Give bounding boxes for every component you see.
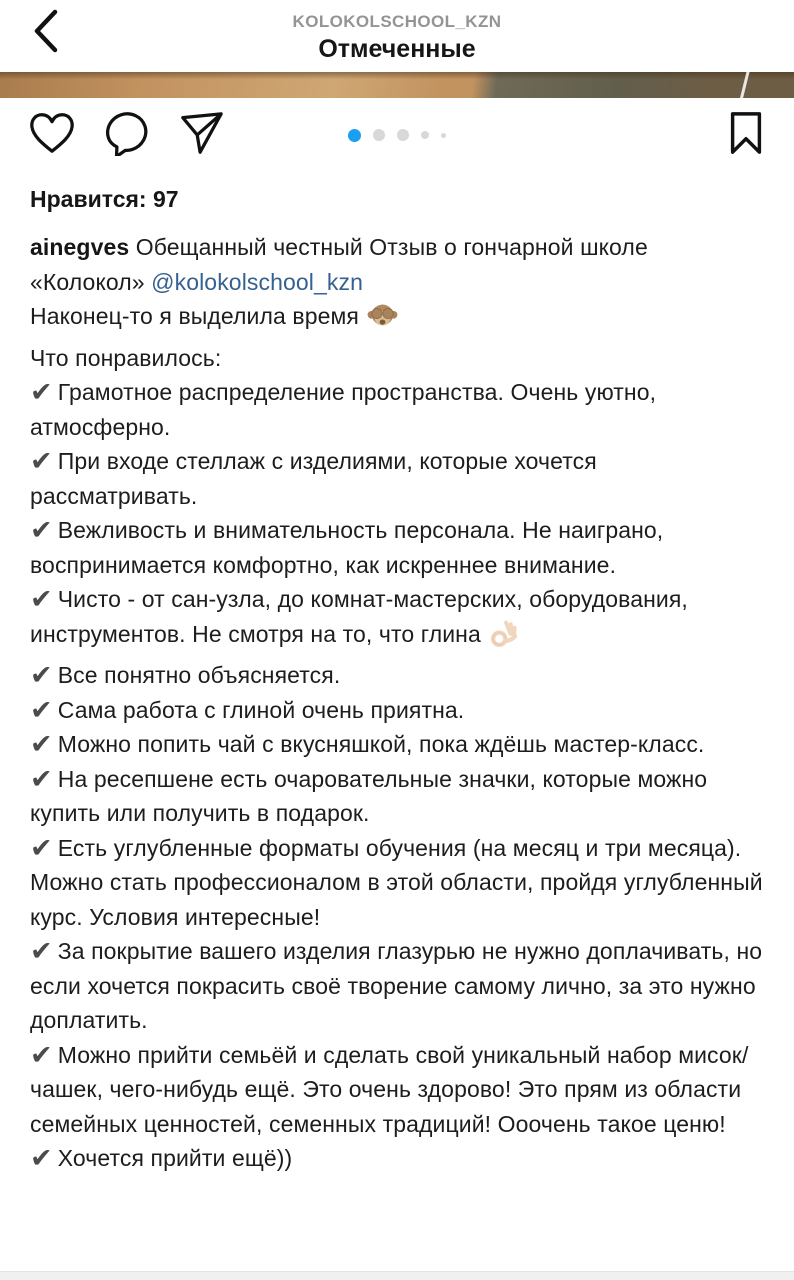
caption-line: ✔ Вежливость и внимательность персонала. Не наиграно, воспринимается комфортно, как искреннее внимание. [30,515,664,578]
check-mark-icon: ✔ [30,446,53,477]
check-mark-icon: ✔ [30,694,53,726]
caption-line: ✔ Можно прийти семьёй и сделать свой уникальный набор мисок/чашек, чего-нибудь ещё. Это очень здорово! Это прям из области семейных ценностей, семенных традиций! Ооочень такое ценю! [30,1039,749,1137]
caption-intro-line [30,230,766,299]
post-photo-strip[interactable] [0,72,794,98]
back-button[interactable] [26,6,66,60]
caption-line: ✔ На ресепшене есть очаровательные значки, которые можно купить или получить в подарок. [30,763,708,826]
caption-line: ✔ При входе стеллаж с изделиями, которые хочется рассматривать. [30,446,597,509]
caption-mention-link[interactable]: @kolokolschool_kzn [151,268,363,295]
caption-line: Что понравилось: [30,344,222,371]
like-button[interactable] [28,111,76,159]
header [0,0,794,72]
check-mark-icon: ✔ [30,832,53,864]
caption-line: ✔ Сама работа с глиной очень приятна. [30,694,465,726]
chevron-left-icon [33,9,59,58]
save-button[interactable] [724,111,768,159]
carousel-dot [421,131,429,139]
caption-lines [30,299,766,1176]
heart-icon [29,111,75,160]
check-mark-icon: ✔ [30,584,53,615]
check-mark-icon: ✔ [30,729,53,760]
carousel-dot-active [348,129,361,142]
bookmark-icon [728,111,764,160]
check-mark-icon: ✔ [30,377,53,408]
caption-line: ✔ Хочется прийти ещё)) [30,1143,293,1174]
see-no-evil-monkey-emoji [367,302,398,341]
caption-line: ✔ Все понятно объясняется. [30,660,341,691]
caption-line: ✔ Можно попить чай с вкусняшкой, пока ждёшь мастер-класс. [30,729,705,760]
paper-plane-icon [179,110,225,161]
check-mark-icon: ✔ [30,936,53,967]
check-mark-icon: ✔ [30,515,53,546]
check-mark-icon: ✔ [30,1143,53,1174]
caption-author[interactable]: ainegves [30,234,130,260]
carousel-dot [397,129,409,141]
caption-line: ✔ Чисто - от сан-узла, до комнат-мастерских, оборудования, инструментов. Не смотря на то, что глина [30,582,766,658]
caption-line: ✔ Грамотное распределение пространства. Очень уютно, атмосферно. [30,377,657,440]
action-bar [0,98,794,172]
check-mark-icon: ✔ [30,1039,53,1071]
likes-count[interactable]: Нравится: 97 [30,186,179,212]
caption-intro-text: Обещанный честный Отзыв о гончарной школе «Колокол» [30,234,648,295]
bottom-divider [0,1271,794,1280]
check-mark-icon: ✔ [30,660,53,691]
comment-bubble-icon [104,110,150,161]
check-mark-icon: ✔ [30,763,53,795]
comment-button[interactable] [103,111,151,159]
carousel-dot [373,129,385,141]
account-name: KOLOKOLSCHOOL_KZN [292,11,502,31]
action-icons [28,111,226,159]
share-button[interactable] [178,111,226,159]
caption-line: ✔ За покрытие вашего изделия глазурью не нужно доплачивать, но если хочется покрасить своё творение самому лично, за это нужно доплатить. [30,936,763,1033]
carousel-dot [441,133,446,138]
ok-hand-emoji [489,620,518,659]
header-titles [293,11,502,62]
caption-line: ✔ Есть углубленные форматы обучения (на месяц и три месяца). Можно стать профессионалом в этой области, пройдя углубленный курс. Условия интересные! [30,832,763,930]
caption [30,230,766,1176]
caption-line: Наконец-то я выделила время [30,299,766,341]
page-title: Отмеченные [318,34,476,63]
